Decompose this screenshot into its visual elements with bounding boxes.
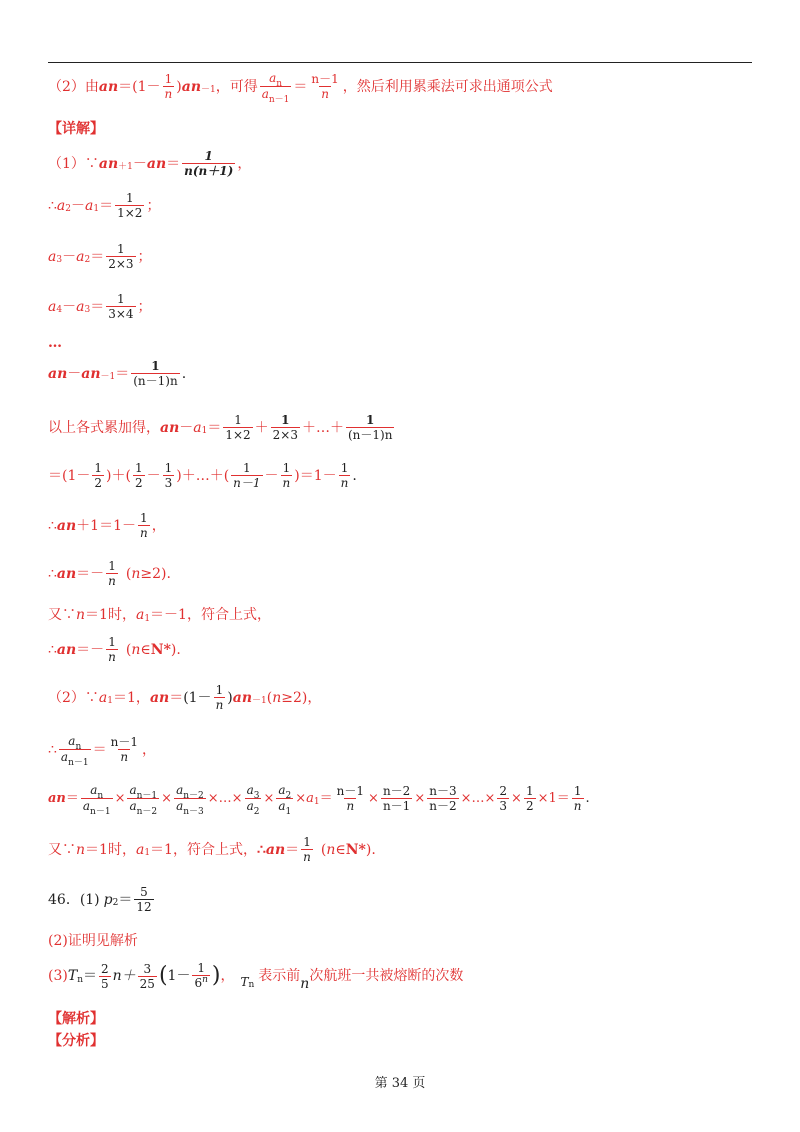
analysis-line-2: （2）由 an ＝(1－ $\frac{1}{n}$ ) an －1 ，可得 $\frac{a_n}{a_{n-1}}$ ＝ $\frac{n-1}{n}$ ，然后利用累乘法可求出通项公式 <box>48 71 553 105</box>
fraction: $\frac{a_3}{a_2}$ <box>246 783 260 817</box>
fraction: $\frac{2}{3}$ <box>499 784 508 813</box>
telescoping-line: ＝(1－ $\frac{1}{2}$ )＋( $\frac{1}{2}$ － $\frac{1}{3}$ )＋…＋( $\frac{1}{n-1}$ － $\frac{1}{n}$ )＝1－ $\frac{1}{n}$ . <box>48 461 357 490</box>
accumulate-line: 以上各式累加得， an － a 1 ＝ $\frac{1}{1\times 2}$ ＋ $\frac{1}{2\times 3}$ ＋…＋ $\frac{1}{(n-1)n}$ <box>48 413 393 442</box>
question-46-answer-1: 46．(1) p 2 ＝ $\frac{5}{12}$ <box>48 885 152 914</box>
fraction: $\frac{1}{2}$ <box>134 461 143 490</box>
ratio-line: ∴ $\frac{a_n}{a_{n-1}}$ ＝ $\frac{n-1}{n}$ ， <box>48 734 156 768</box>
fraction: $\frac{1}{n(n+1)}$ <box>184 149 234 178</box>
fraction: $\frac{1}{n}$ <box>573 784 582 813</box>
fraction: $\frac{1}{n-1}$ <box>233 461 261 490</box>
page-number: 第 34 页 <box>374 1076 426 1091</box>
fraction: $\frac{1}{(n-1)n}$ <box>133 359 178 388</box>
fraction: $\frac{1}{(n-1)n}$ <box>348 413 393 442</box>
fraction: $\frac{1}{n}$ <box>108 635 116 664</box>
fraction: $\frac{a_{n-2}}{a_{n-3}}$ <box>176 783 204 817</box>
question-46-answer-2: (2)证明见解析 <box>48 933 138 949</box>
ellipsis-line: … <box>48 335 62 351</box>
fraction: $\frac{1}{n}$ <box>282 461 291 490</box>
check-line-2: 又∵ n ＝1时， a 1 ＝1，符合上式， ∴ an ＝ $\frac{1}{n}$ ( n ∈ N* ). <box>48 835 376 864</box>
fraction: $\frac{a_{n-1}}{a_{n-2}}$ <box>129 783 158 817</box>
section-heading-analysis: 【分析】 <box>48 1033 104 1049</box>
fraction: $\frac{1}{2\times 3}$ <box>272 413 298 442</box>
fraction: $\frac{1}{n}$ <box>108 559 116 588</box>
fraction: $\frac{3}{25}$ <box>139 961 155 991</box>
fraction: $\frac{1}{n}$ <box>340 461 349 490</box>
equation-a2-a1: ∴ a 2 － a 1 ＝ $\frac{1}{1\times 2}$ ； <box>48 191 161 220</box>
equation-an-an1: an － an －1 ＝ $\frac{1}{(n-1)n}$ . <box>48 359 187 388</box>
fraction: $\frac{1}{1\times 2}$ <box>117 191 143 220</box>
fraction: $\frac{a_2}{a_1}$ <box>278 783 292 817</box>
question-46-answer-3: (3) T n ＝ $\frac{2}{5}$ n＋ $\frac{3}{25}$ ( 1－ $\frac{1}{6^n}$ ) ， T n 表示前 n 次航班一共被熔断的次数 <box>48 961 464 992</box>
fraction: $\frac{1}{3\times 4}$ <box>108 292 134 321</box>
result-line-2: ∴ an ＝－ $\frac{1}{n}$ ( n ≥2). <box>48 559 171 588</box>
result-line-1: ∴ an ＋1＝1－ $\frac{1}{n}$ ， <box>48 511 166 540</box>
result-line-3: ∴ an ＝－ $\frac{1}{n}$ ( n ∈ N* ). <box>48 635 181 664</box>
fraction: $\frac{1}{2}$ <box>525 784 534 813</box>
solution-line-1: （1）∵ an ＋1 － an ＝ $\frac{1}{n(n+1)}$ ， <box>48 149 252 178</box>
fraction: $\frac{a_n}{a_{n-1}}$ <box>82 783 111 817</box>
fraction: $\frac{a_n}{a_{n-1}}$ <box>261 71 290 105</box>
fraction: $\frac{1}{n}$ <box>164 72 173 101</box>
fraction: $\frac{2}{5}$ <box>100 961 109 991</box>
fraction: $\frac{n-1}{n}$ <box>336 784 365 813</box>
fraction: $\frac{1}{1\times 2}$ <box>225 413 251 442</box>
fraction: $\frac{1}{n}$ <box>303 835 311 864</box>
fraction: $\frac{n-1}{n}$ <box>110 735 138 764</box>
fraction: $\frac{1}{3}$ <box>164 461 173 490</box>
fraction: $\frac{1}{2\times 3}$ <box>108 242 134 271</box>
fraction: $\frac{n-2}{n-1}$ <box>382 784 411 813</box>
check-line-1: 又∵ n ＝1时， a 1 ＝－1，符合上式， <box>48 607 271 624</box>
section-heading-explanation: 【解析】 <box>48 1011 104 1027</box>
fraction: $\frac{n-3}{n-2}$ <box>429 784 457 813</box>
section-heading-detail: 【详解】 <box>48 121 104 137</box>
fraction: $\frac{1}{2}$ <box>94 461 103 490</box>
equation-a3-a2: a 3 － a 2 ＝ $\frac{1}{2\times 3}$ ； <box>48 242 152 271</box>
fraction: $\frac{5}{12}$ <box>136 885 152 914</box>
product-line: an ＝ $\frac{a_n}{a_{n-1}}$ × $\frac{a_{n-1}}{a_{n-2}}$ × $\frac{a_{n-2}}{a_{n-3}}$ ×…× $\frac{a_3}{a_2}$ × $\frac{a_2}{a_1}$ × a 1 ＝ $\frac{n-1}{n}$ × $\frac{n-2}{n-1}$ × $\frac{n-3}{n-2}$ ×…× $\frac{2}{3}$ × $\frac{1}{2}$ ×1＝ $\frac{1}{n}$ . <box>48 783 590 817</box>
header-rule <box>48 62 752 63</box>
fraction: $\frac{1}{n}$ <box>215 683 224 712</box>
fraction: $\frac{a_n}{a_{n-1}}$ <box>60 734 89 768</box>
equation-a4-a3: a 4 － a 3 ＝ $\frac{1}{3\times 4}$ ； <box>48 292 152 321</box>
solution-line-2: （2）∵ a 1 ＝1， an ＝ (1－ $\frac{1}{n}$ ) an －1 ( n ≥2)， <box>48 683 322 712</box>
fraction: $\frac{1}{6^n}$ <box>194 961 208 990</box>
fraction: $\frac{1}{n}$ <box>140 511 148 540</box>
fraction: $\frac{n-1}{n}$ <box>311 72 339 101</box>
